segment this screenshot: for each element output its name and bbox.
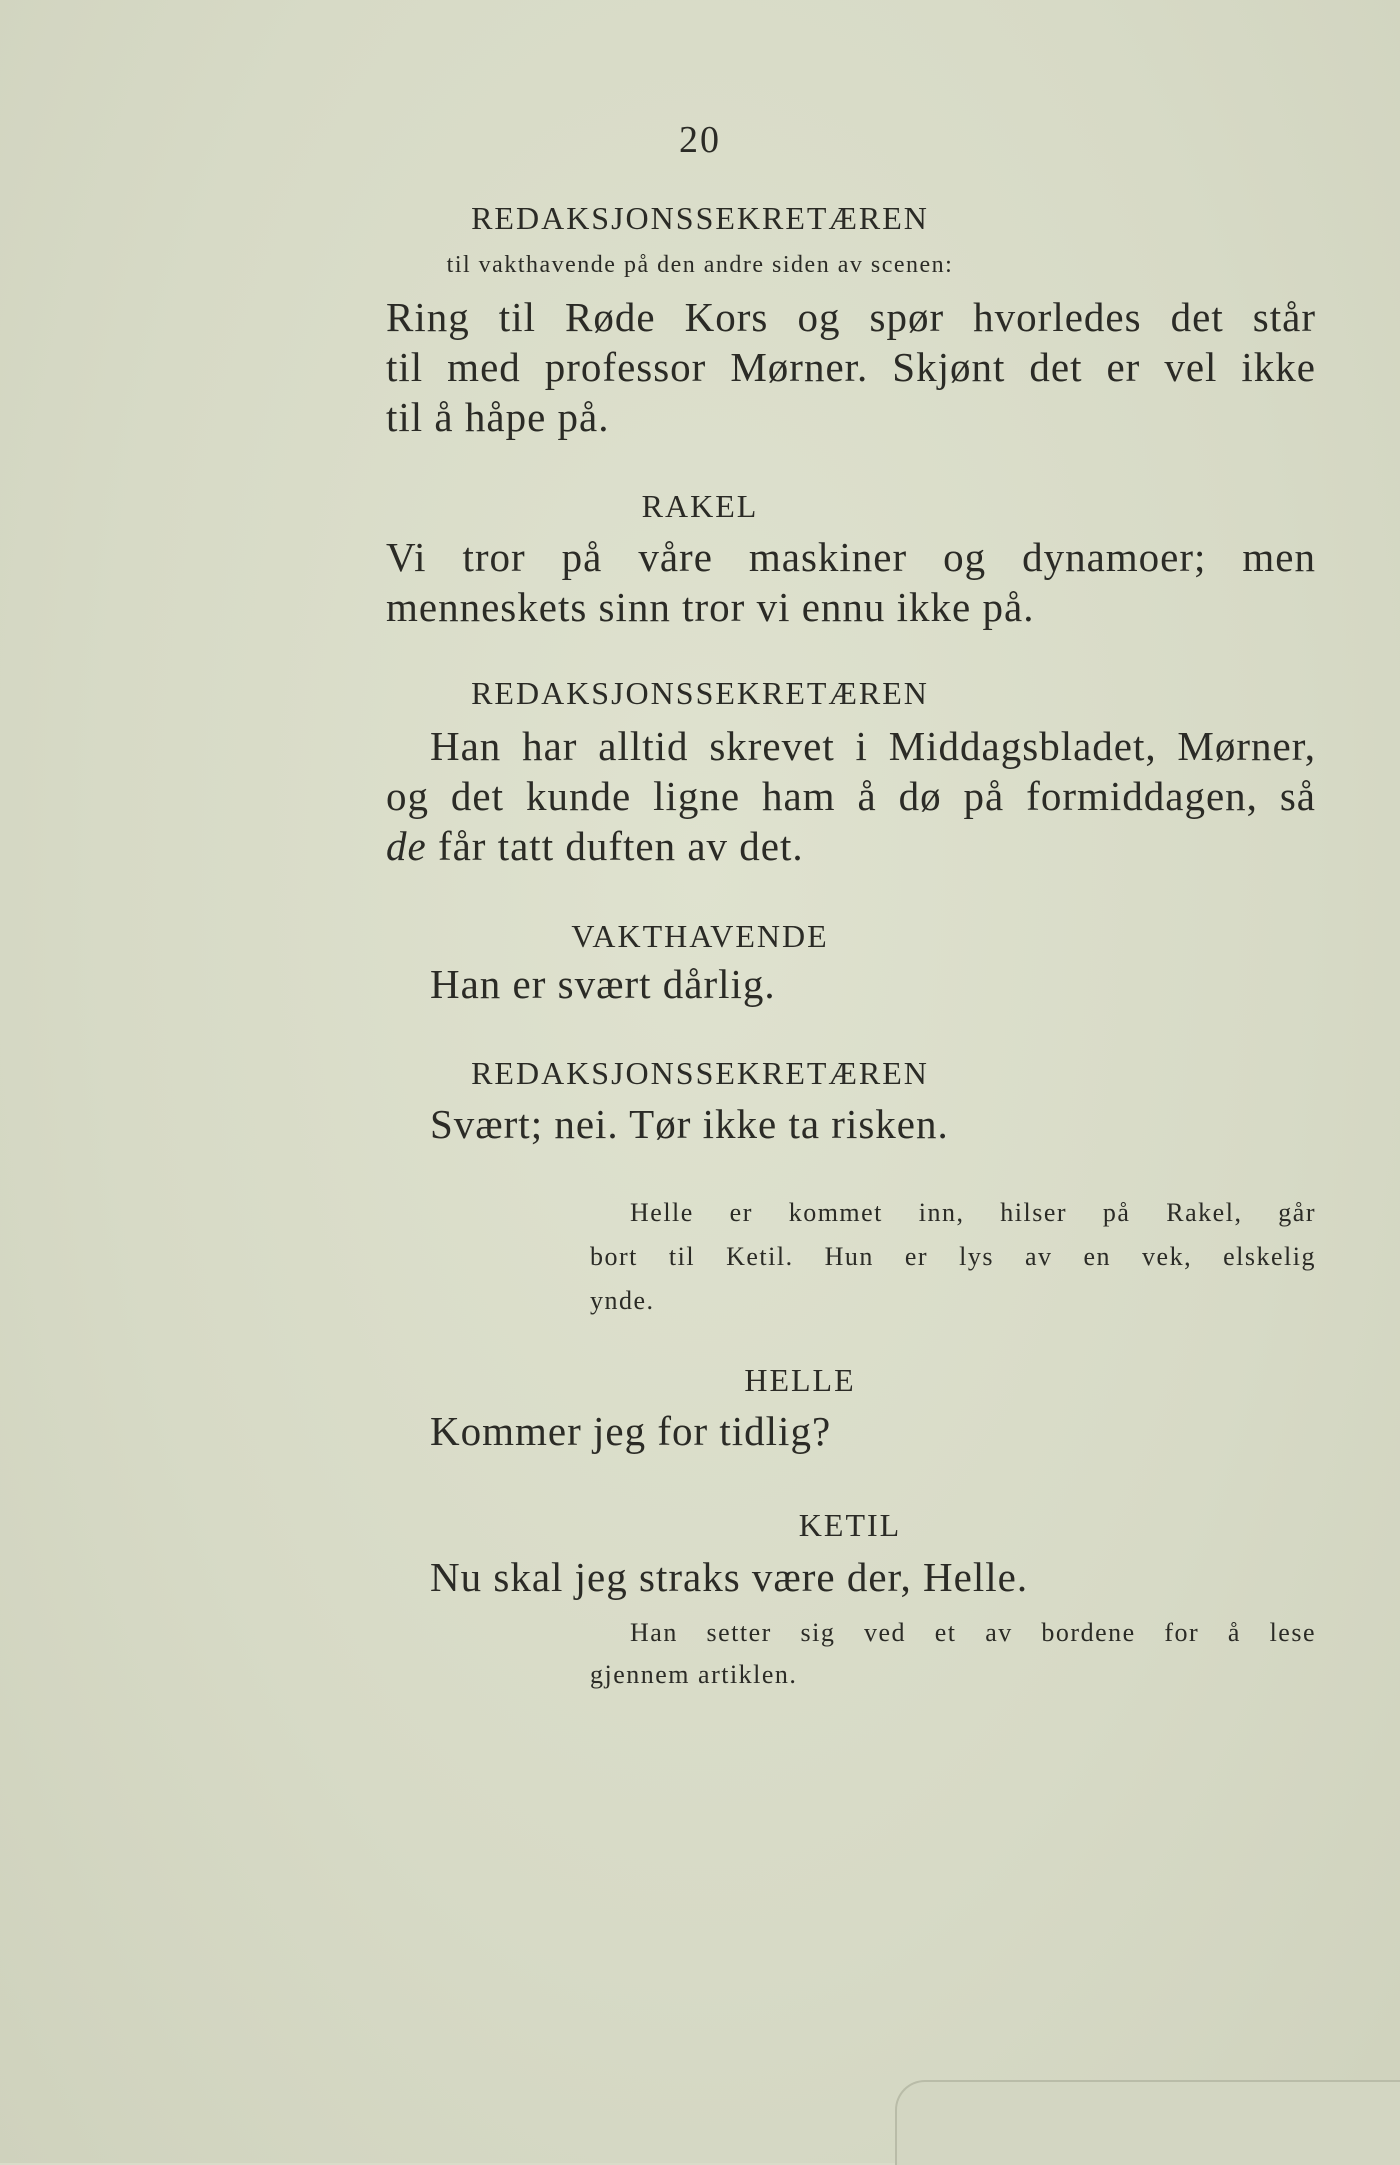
stage-direction: Han setter sig ved et av bordene for å lese (630, 1618, 1316, 1647)
dialogue-line: Han er svært dårlig. (430, 961, 776, 1007)
speaker-name: RAKEL (641, 488, 759, 524)
speaker-name: HELLE (744, 1362, 856, 1398)
dialogue-line: til med professor Mørner. Skjønt det er vel ikke (386, 344, 1316, 390)
stage-direction: til vakthavende på den andre siden av scenen: (446, 252, 954, 278)
speaker-name: KETIL (798, 1507, 902, 1543)
dialogue-line: Kommer jeg for tidlig? (430, 1408, 832, 1454)
dialogue-line: menneskets sinn tror vi ennu ikke på. (386, 584, 1035, 630)
stage-direction: ynde. (590, 1286, 655, 1315)
dialogue-line: Svært; nei. Tør ikke ta risken. (430, 1101, 949, 1147)
stage-direction: gjennem artiklen. (590, 1660, 798, 1689)
dialogue-line: Vi tror på våre maskiner og dynamoer; men (386, 534, 1316, 580)
dialogue-line: til å håpe på. (386, 394, 610, 440)
page-corner-fold (895, 2080, 1400, 2165)
speaker-name: REDAKSJONSSEKRETÆREN (471, 675, 929, 711)
dialogue-line: og det kunde ligne ham å dø på formiddagen, så (386, 773, 1316, 819)
page-number: 20 (679, 119, 721, 161)
stage-direction: Helle er kommet inn, hilser på Rakel, går (630, 1198, 1316, 1227)
speaker-name: REDAKSJONSSEKRETÆREN (471, 1055, 929, 1091)
speaker-name: REDAKSJONSSEKRETÆREN (471, 200, 929, 236)
dialogue-line: Nu skal jeg straks være der, Helle. (430, 1554, 1029, 1600)
stage-direction: bort til Ketil. Hun er lys av en vek, elskelig (590, 1242, 1316, 1271)
dialogue-line: Han har alltid skrevet i Middagsbladet, Mørner, (430, 723, 1316, 769)
emphasis-text: de (386, 823, 427, 869)
dialogue-text: får tatt duften av det. (437, 823, 804, 869)
speaker-name: VAKTHAVENDE (571, 918, 829, 954)
dialogue-line: Ring til Røde Kors og spør hvorledes det står (386, 294, 1316, 340)
dialogue-line (386, 822, 804, 870)
